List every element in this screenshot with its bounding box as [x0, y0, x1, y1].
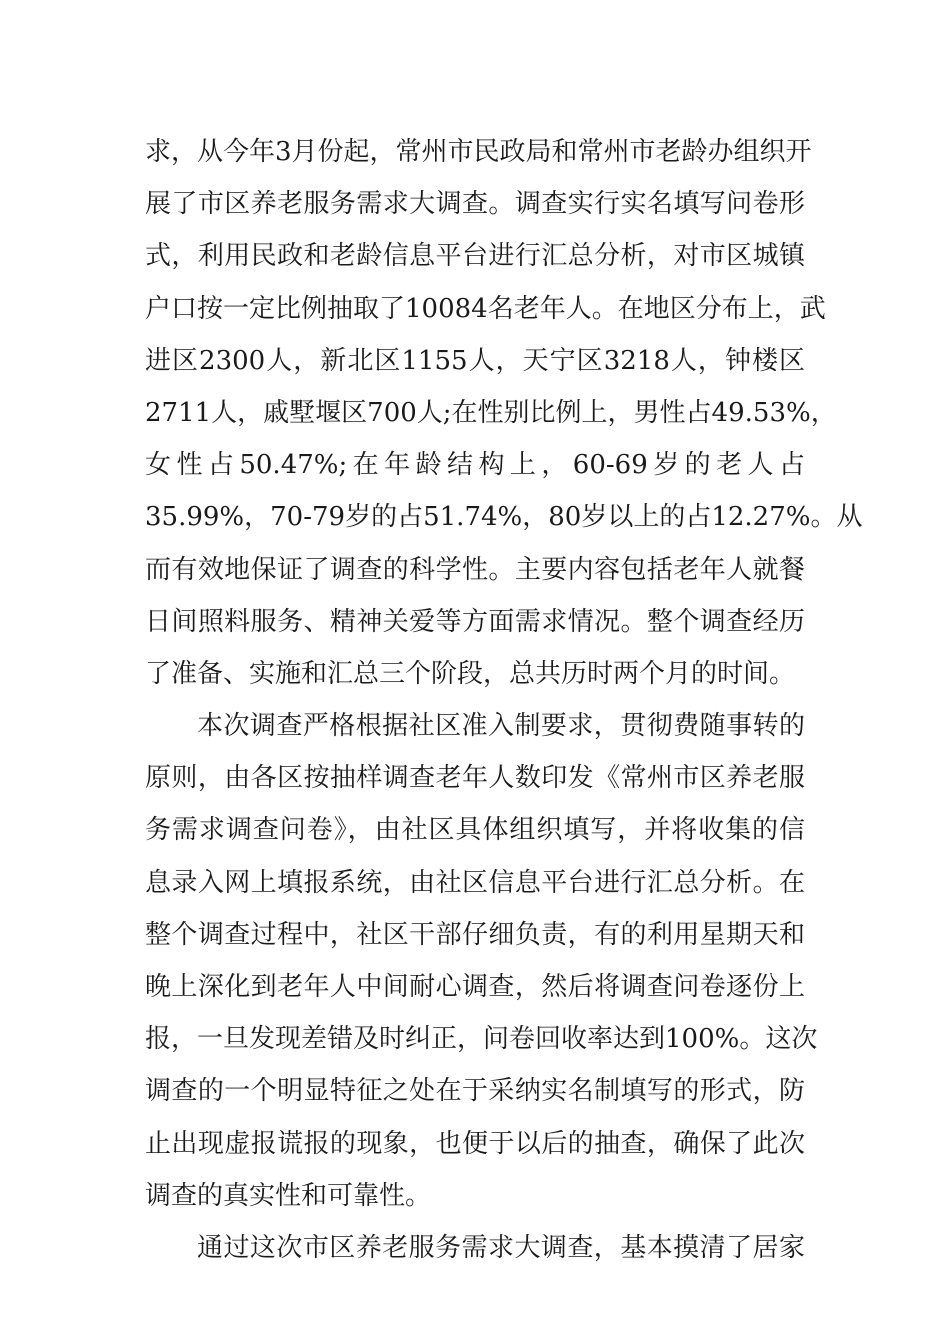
text-line: 调查的一个明显特征之处在于采纳实名制填写的形式，防: [145, 1076, 805, 1107]
text-line: 息录入网上填报系统，由社区信息平台进行汇总分析。在: [145, 867, 805, 898]
text-line: 式，利用民政和老龄信息平台进行汇总分析，对市区城镇: [145, 241, 805, 272]
text-line: 展了市区养老服务需求大调查。调查实行实名填写问卷形: [145, 189, 805, 220]
text-line: 原则，由各区按抽样调查老年人数印发《常州市区养老服: [145, 763, 805, 794]
text-line: 而有效地保证了调查的科学性。主要内容包括老年人就餐: [145, 554, 805, 585]
text-line: 进区2300人，新北区1155人，天宁区3218人，钟楼区: [145, 345, 805, 376]
text-line: 2711人，戚墅堰区700人;在性别比例上，男性占49.53%，: [145, 397, 837, 428]
text-line: 整个调查过程中，社区干部仔细负责，有的利用星期天和: [145, 919, 805, 950]
paragraph-last-line: 了准备、实施和汇总三个阶段，总共历时两个月的时间。: [145, 658, 796, 689]
text-line: 报，一旦发现差错及时纠正，问卷回收率达到100%。这次: [145, 1024, 818, 1055]
document-body: [145, 126, 863, 1274]
paragraph-first-line: 本次调查严格根据社区准入制要求，贯彻费随事转的: [197, 711, 805, 742]
text-line: 35.99%，70-79岁的占51.74%，80岁以上的占12.27%。从: [145, 502, 863, 533]
text-line: 务需求调查问卷》，由社区具体组织填写，并将收集的信: [145, 815, 805, 846]
text-line: 日间照料服务、精神关爱等方面需求情况。整个调查经历: [145, 606, 805, 637]
text-line: 晚上深化到老年人中间耐心调查，然后将调查问卷逐份上: [145, 972, 805, 1002]
paragraph-last-line: 调查的真实性和可靠性。: [145, 1180, 432, 1211]
text-line: 户口按一定比例抽取了10084名老年人。在地区分布上，武: [145, 293, 826, 324]
text-line: 求，从今年3月份起，常州市民政局和常州市老龄办组织开: [145, 137, 812, 167]
text-line: 女性占50.47%;在年龄结构上，60-69岁的老人占: [145, 450, 805, 481]
paragraph-first-line: 通过这次市区养老服务需求大调查，基本摸清了居家: [197, 1232, 805, 1263]
text-line: 止出现虚报谎报的现象，也便于以后的抽查，确保了此次: [145, 1128, 805, 1159]
